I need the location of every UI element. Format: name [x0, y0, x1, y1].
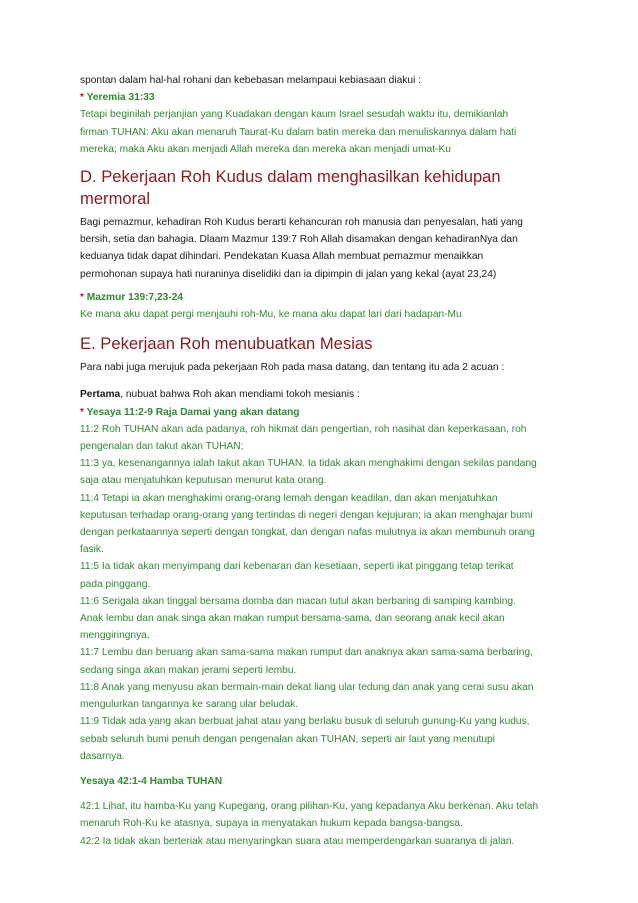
verse-line: 11:9 Tidak ada yang akan berbuat jahat atau yang berlaku busuk di seluruh gunung-Ku yang kudus,	[80, 716, 530, 728]
paragraph-line: Bagi pemazmur, kehadiran Roh Kudus berarti kehancuran roh manusia dan penyesalan, hati yang	[80, 217, 523, 229]
verse-line: mereka; maka Aku akan menjadi Allah mereka dan mereka akan menjadi umat-Ku	[80, 143, 451, 155]
verse-line: 11:3 ya, kesenangannya ialah takut akan TUHAN. Ia tidak akan menghakimi dengan sekilas pandang	[80, 458, 537, 470]
verse-line: pada pinggang.	[80, 578, 151, 590]
verse-line: Tetapi beginilah perjanjian yang Kuadakan dengan kaum Israel sesudah waktu itu, demikianlah	[80, 109, 509, 121]
reference-yesaya-42: Yesaya 42:1-4 Hamba TUHAN	[80, 775, 223, 787]
document-page	[80, 72, 560, 850]
verse-line: 11:8 Anak yang menyusu akan bermain-main dekat liang ular tedung dan anak yang cerai susu akan	[80, 681, 534, 693]
verse-line: dasarnya.	[80, 750, 125, 762]
verse-line: 11:4 Tetapi ia akan menghakimi orang-orang lemah dengan keadilan, dan akan menjatuhkan	[80, 492, 498, 504]
verse-line: menaruh Roh-Ku ke atasnya, supaya ia menyatakan hukum kepada bangsa-bangsa.	[80, 818, 463, 830]
intro-text: spontan dalam hal-hal rohani dan kebebasan melampaui kebiasaan diakui :	[80, 75, 421, 86]
reference-yesaya-11: * Yesaya 11:2-9 Raja Damai yang akan datang	[80, 406, 300, 418]
verse-line: sedang singa akan makan jerami seperti lembu.	[80, 664, 297, 676]
pertama-line: Pertama, nubuat bahwa Roh akan mendiami tokoh mesianis :	[80, 389, 360, 401]
paragraph-line: Para nabi juga merujuk pada pekerjaan Roh pada masa datang, dan tentang itu ada 2 acuan :	[80, 362, 505, 374]
verse-line: 42:2 Ia tidak akan berteriak atau menyaringkan suara atau memperdengarkan suaranya di jalan.	[80, 835, 515, 847]
verse-line: mengulurkan tangannya ke sarang ular beludak.	[80, 699, 299, 711]
verse-line: keputusan terhadap orang-orang yang tertindas di negeri dengan kejujuran; ia akan menghajar bumi	[80, 509, 533, 521]
verse-line: sebab seluruh bumi penuh dengan pengenalan akan TUHAN, seperti air laut yang menutupi	[80, 733, 495, 745]
verse-line: fasik.	[80, 544, 104, 556]
paragraph-line: bersih, setia dan bahagia. Dlaam Mazmur 139:7 Roh Allah disamakan dengan kehadiranNya dan	[80, 234, 518, 246]
bullet-star: *	[80, 406, 84, 418]
paragraph-line: permohonan supaya hati nuraninya diselidiki dan ia dipimpin di jalan yang kekal (ayat 23,24)	[80, 268, 497, 280]
paragraph-line: keduanya tidak dapat dihindari. Pendekatan Kuasa Allah membuat pemazmur menaikkan	[80, 251, 484, 263]
verse-line: dengan perkataannya seperti dengan tongkat, dan dengan nafas mulutnya ia akan membunuh orang	[80, 527, 535, 539]
bullet-star: *	[80, 291, 84, 303]
heading-section-e: E. Pekerjaan Roh menubuatkan Mesias	[80, 334, 373, 354]
verse-line: 11:5 Ia tidak akan menyimpang dari kebenaran dan kesetiaan, seperti ikat pinggang tetap terikat	[80, 561, 514, 573]
verse-line: menggiringnya.	[80, 630, 150, 642]
verse-line: 11:2 Roh TUHAN akan ada padanya, roh hikmat dan pengertian, roh nasihat dan keperkasaan, roh	[80, 423, 527, 435]
reference-yeremia: * Yeremia 31:33	[80, 92, 155, 104]
verse-line: 11:6 Serigala akan tinggal bersama domba dan macan tutul akan berbaring di samping kambing.	[80, 595, 516, 607]
verse-line: 42:1 Lihat, itu hamba-Ku yang Kupegang, orang pilihan-Ku, yang kepadanya Aku berkenan. Aku telah	[80, 801, 539, 813]
verse-line: pengenalan dan takut akan TUHAN;	[80, 441, 244, 453]
bullet-star: *	[80, 92, 84, 104]
verse-line: Anak lembu dan anak singa akan makan rumput bersama-sama, dan seorang anak kecil akan	[80, 613, 505, 625]
reference-mazmur: * Mazmur 139:7,23-24	[80, 291, 184, 303]
verse-line: saja atau menjatuhkan keputusan menurut kata orang.	[80, 475, 327, 487]
heading-section-d: D. Pekerjaan Roh Kudus dalam menghasilkan kehidupan mermoral	[80, 167, 501, 209]
verse-line: 11:7 Lembu dan beruang akan sama-sama makan rumput dan anaknya akan sama-sama berbaring,	[80, 647, 533, 659]
verse-line: firman TUHAN: Aku akan menaruh Taurat-Ku dalam batin mereka dan menuliskannya dalam hati	[80, 126, 517, 138]
verse-line: Ke mana aku dapat pergi menjauhi roh-Mu, ke mana aku dapat lari dari hadapan-Mu	[80, 309, 462, 321]
